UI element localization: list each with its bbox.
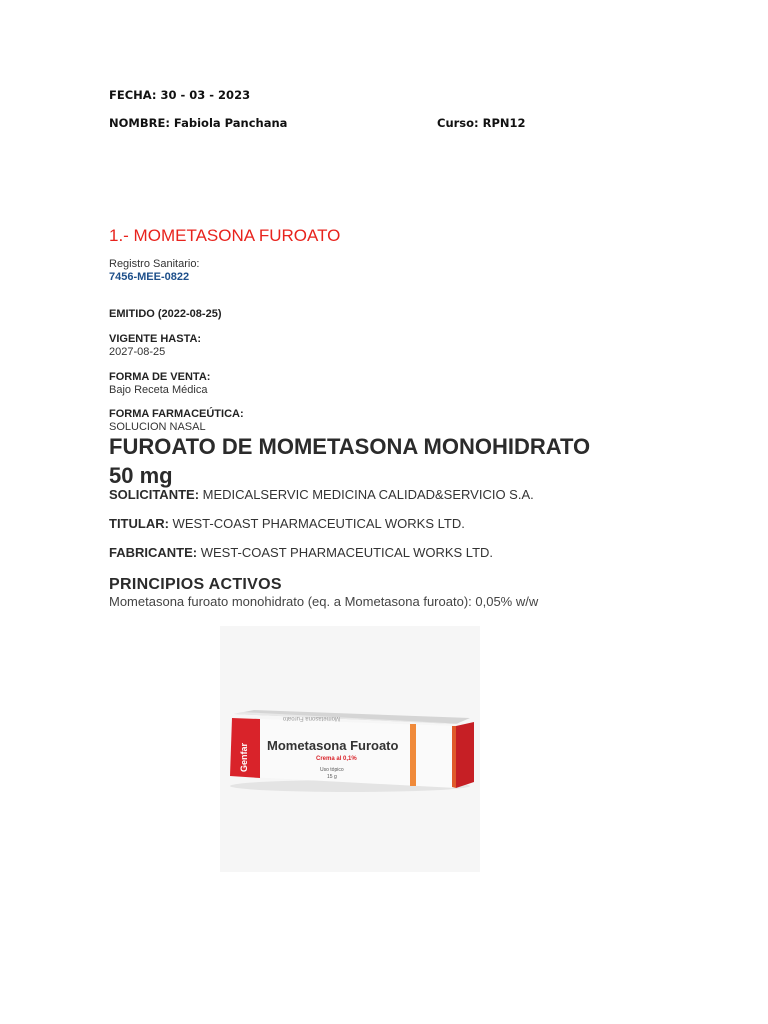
vigente-label: VIGENTE HASTA: [109,333,202,345]
registro-value: 7456-MEE-0822 [109,271,190,283]
farma-label: FORMA FARMACEÚTICA: [109,408,244,420]
venta-value: Bajo Receta Médica [109,384,208,396]
farma-value: SOLUCION NASAL [109,421,206,433]
section-title: 1.- MOMETASONA FUROATO [109,226,341,245]
titular-label: TITULAR: [109,516,169,531]
product-box-illustration [220,626,480,872]
solicitante-value: MEDICALSERVIC MEDICINA CALIDAD&SERVICIO S.A. [199,487,534,502]
emitido-line: EMITIDO (2022-08-25) [109,308,222,320]
box-front-face [230,718,456,788]
box-weight: 15 g [327,774,337,780]
vigente-value: 2027-08-25 [109,346,166,358]
titular-value: WEST-COAST PHARMACEUTICAL WORKS LTD. [168,516,465,531]
box-end-cap [456,722,474,788]
product-name-line2: 50 mg [109,463,173,488]
fabricante-line [109,545,493,560]
venta-label: FORMA DE VENTA: [109,371,211,383]
fabricante-label: FABRICANTE: [109,545,198,560]
principios-text: Mometasona furoato monohidrato (eq. a Mometasona furoato): 0,05% w/w [109,594,539,609]
box-product-name: Mometasona Furoato [267,738,399,753]
solicitante-label: SOLICITANTE: [109,487,200,502]
solicitante-line [109,487,534,502]
name-line: NOMBRE: Fabiola Panchana [109,116,288,130]
registro-label: Registro Sanitario: [109,258,200,270]
course-line: Curso: RPN12 [437,116,526,130]
svg-text:Mometasona Furoato: Mometasona Furoato [282,715,340,721]
titular-line [109,516,465,531]
brand-text: Genfar [239,742,249,772]
product-name-line1: FUROATO DE MOMETASONA MONOHIDRATO [109,434,591,459]
principios-title: PRINCIPIOS ACTIVOS [109,576,282,593]
product-image [220,626,480,872]
box-use: Uso tópico [320,767,344,773]
date-line: FECHA: 30 - 03 - 2023 [109,88,251,102]
fabricante-value: WEST-COAST PHARMACEUTICAL WORKS LTD. [197,545,494,560]
box-subtitle: Crema al 0,1% [316,756,357,762]
